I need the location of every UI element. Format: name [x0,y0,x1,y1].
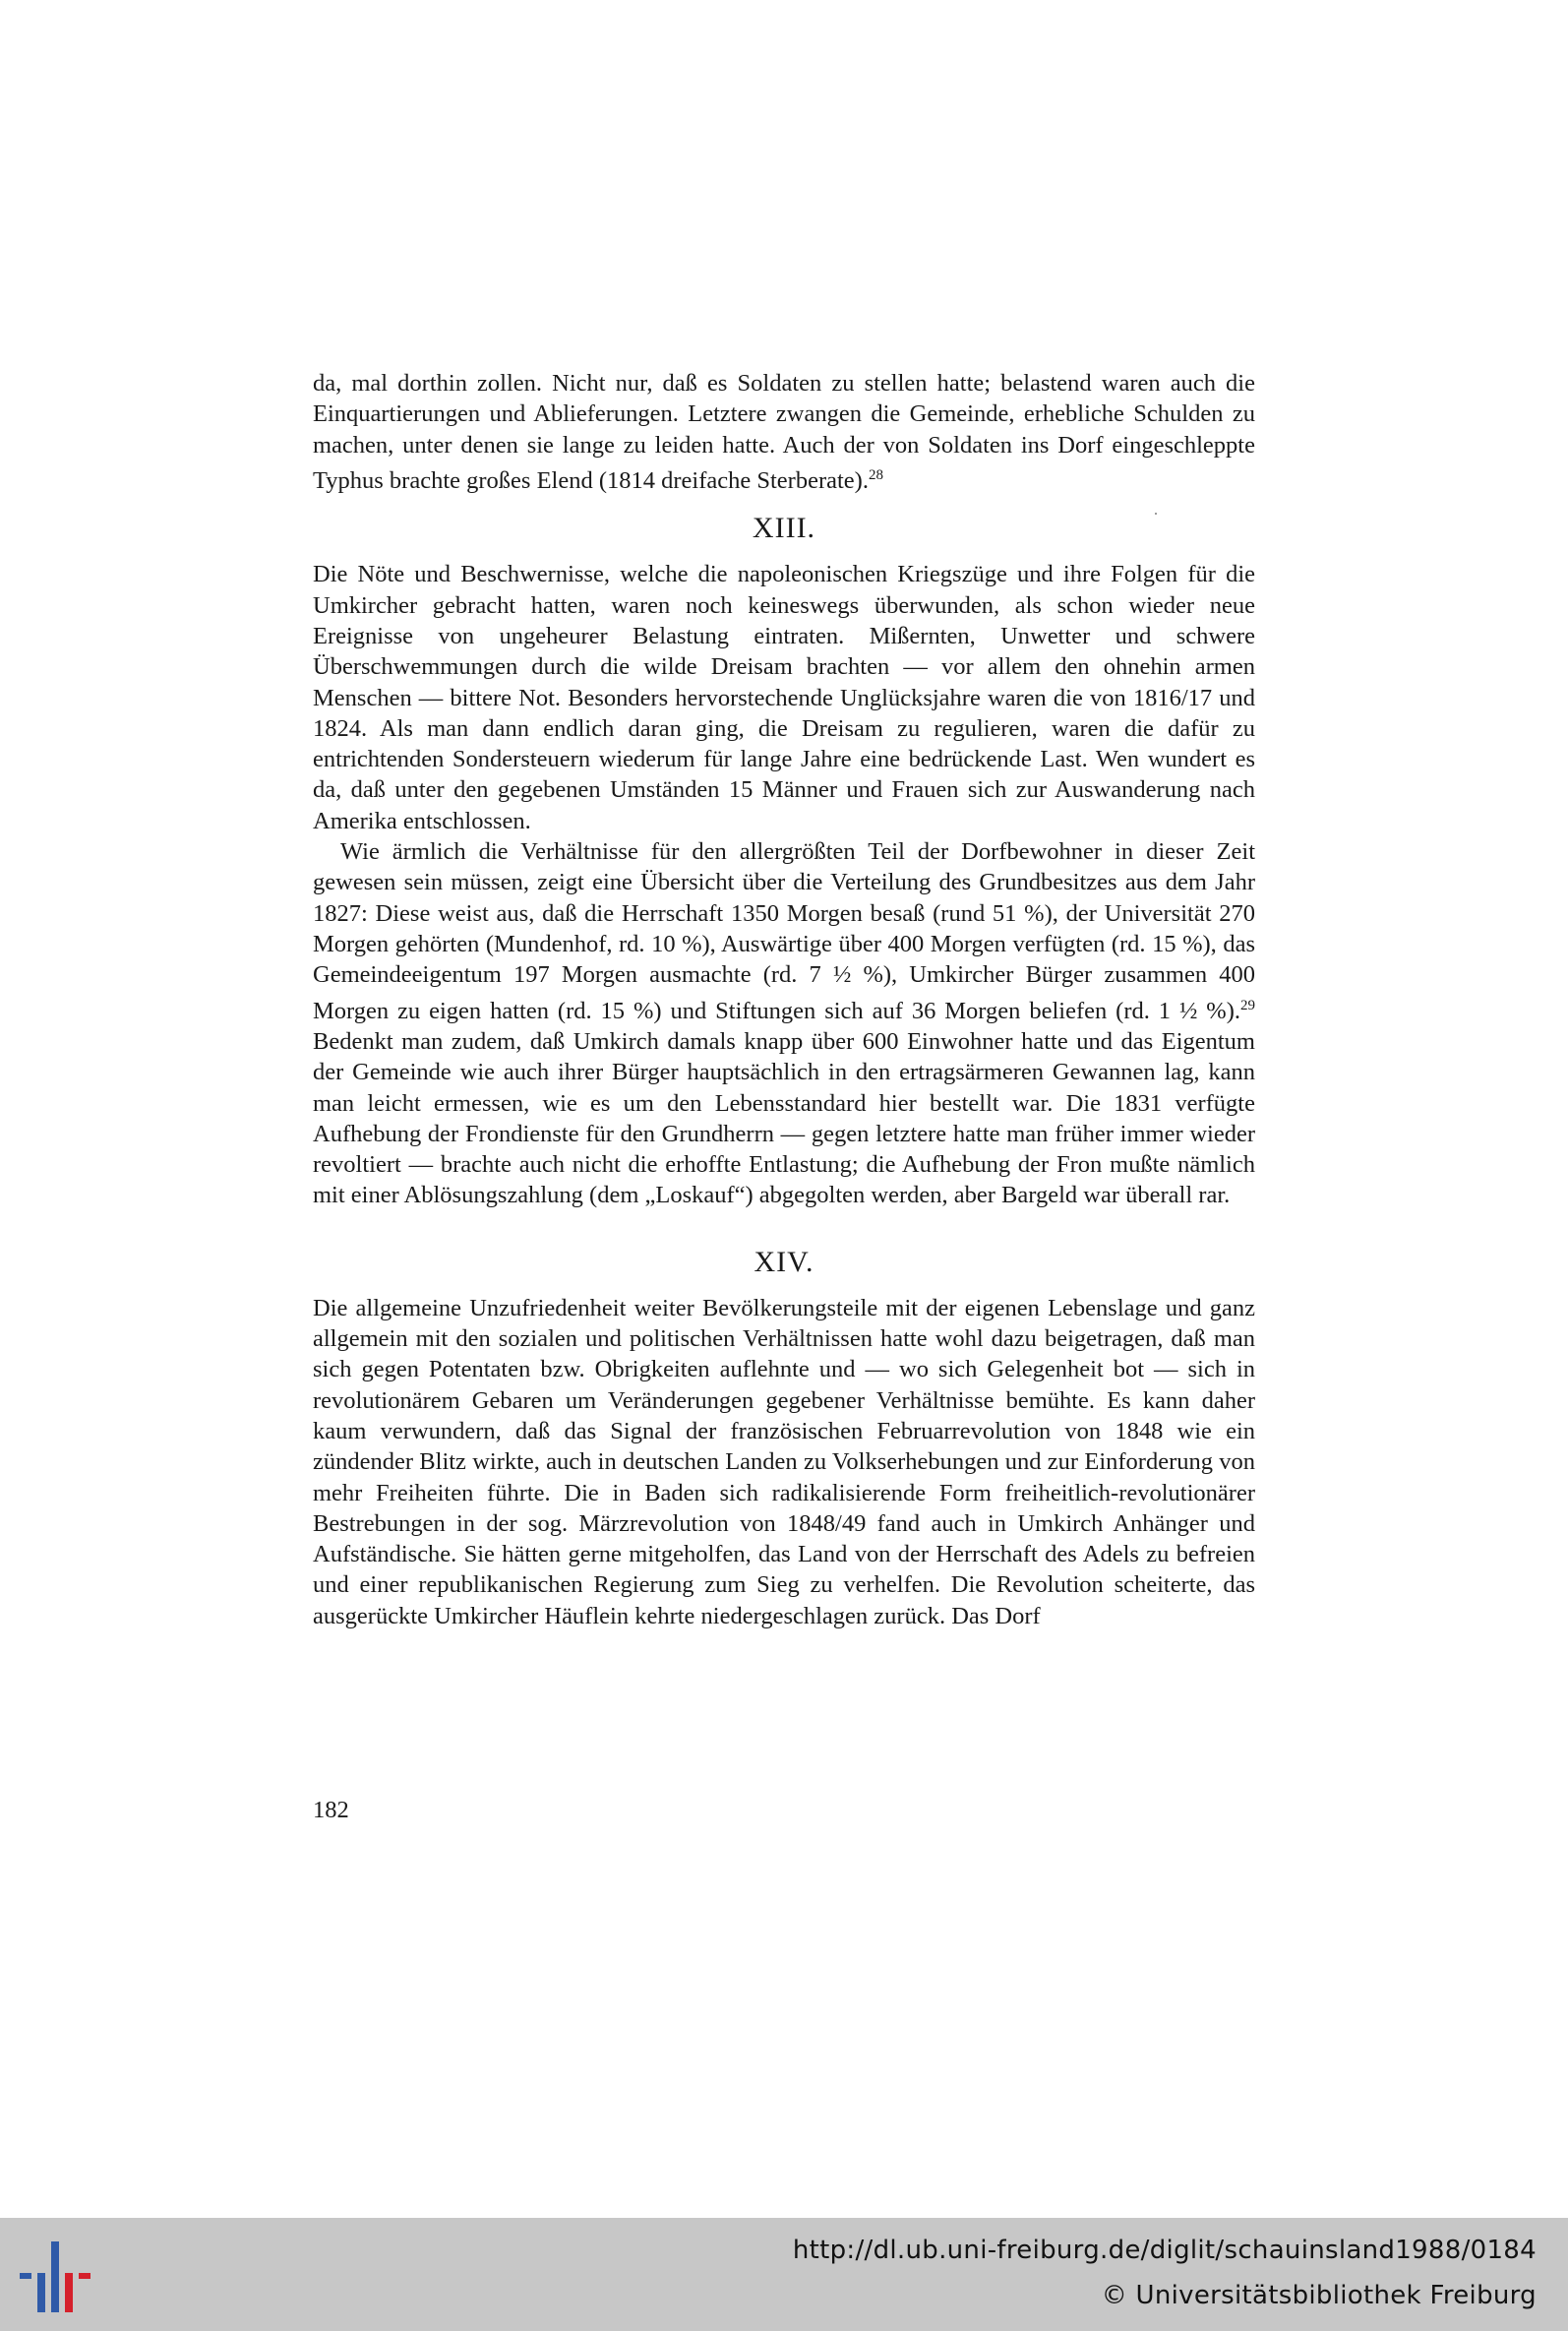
section-heading-xiv: XIV. [754,1245,814,1278]
paragraph-2: Die Nöte und Beschwernisse, welche die napoleonischen Kriegszüge und ihre Folgen für die Umkircher gebracht hatten, waren noch keineswegs überwunden, als schon wieder neue Ereignisse von ungeheurer Belastung eintraten. Mißernten, Unwetter und schwere Überschwemmungen durch die wilde Dreisam brachten — vor allem den ohnehin armen Menschen — bittere Not. Besonders hervorstechende Unglücksjahre waren die von 1816/17 und 1824. Als man dann endlich daran ging, die Dreisam zu regulieren, waren die dafür zu entrichtenden Sondersteuern wiederum für lange Jahre eine bedrückende Last. Wen wundert es da, daß unter den gegebenen Umständen 15 Männer und Frauen sich zur Auswanderung nach Amerika entschlossen. [313,561,1255,834]
footer-url-link[interactable]: http://dl.ub.uni-freiburg.de/diglit/schauinsland1988/0184 [792,2236,1537,2265]
paragraph-4: Die allgemeine Unzufriedenheit weiter Bevölkerungsteile mit der eigenen Lebenslage und ganz allgemein mit den sozialen und politischen Verhältnissen hatte wohl dazu beigetragen, daß man sich gegen Potentaten bzw. Obrigkeiten auflehnte und — wo sich Gelegenheit bot — sich in revolutionärem Gebaren um Veränderungen gegebener Verhältnisse bemühte. Es kann daher kaum verwundern, daß das Signal der französischen Februarrevolution von 1848 wie ein zündender Blitz wirkte, auch in deutschen Landen zu Volkserhebungen und zur Einforderung von mehr Freiheiten führte. Die in Baden sich radikalisierende Form freiheitlich-revolutionärer Bestrebungen in der sog. Märzrevolution von 1848/49 fand auch in Umkirch Anhänger und Aufständische. Sie hätten gerne mitgeholfen, das Land von der Herrschaft des Adels zu befreien und einer republikanischen Regierung zum Sieg zu verhelfen. Die Revolution scheiterte, das ausgerückte Umkircher Häuflein kehrte niedergeschlagen zurück. Das Dorf [313,1294,1255,1629]
section-heading-xiii: XIII. [752,512,816,545]
document-body [313,368,1255,1631]
paragraph-3b-text: Bedenkt man zudem, daß Umkirch damals knapp über 600 Einwohner hatte und das Eigentum der Gemeinde wie auch ihrer Bürger hauptsächlich in den ertragsärmeren Gewannen lag, kann man leicht ermessen, wie es um den Lebensstandard hier bestellt war. Die 1831 verfügte Aufhebung der Frondienste für den Grundherrn — gegen letztere hatte man früher immer wieder revoltiert — brachte auch nicht die erhoffte Entlastung; die Aufhebung der Fron mußte nämlich mit einer Ablösungszahlung (dem „Loskauf“) abgegolten werden, aber Bargeld war überall rar. [313,1027,1255,1209]
footnote-ref-29: 29 [1240,997,1255,1013]
paragraph-3a-text: Wie ärmlich die Verhältnisse für den allergrößten Teil der Dorfbewohner in dieser Zeit gewesen sein müssen, zeigt eine Übersicht über die Verteilung des Grundbesitzes aus dem Jahr 1827: Diese weist aus, daß die Herrschaft 1350 Morgen besaß (rund 51 %), der Universität 270 Morgen gehörten (Mundenhof, rd. 10 %), Auswärtige über 400 Morgen verfügten (rd. 15 %), das Gemeindeeigentum 197 Morgen ausmachte (rd. 7 ½ %), Umkircher Bürger zusammen 400 Morgen zu eigen hatten (rd. 15 %) und Stiftungen sich auf 36 Morgen beliefen (rd. 1 ½ %). [313,838,1255,1024]
paragraph-continuation [313,368,1255,496]
paragraph-3 [313,836,1255,1211]
ub-freiburg-logo-icon [20,2238,98,2316]
footnote-ref-28: 28 [868,466,883,483]
footer-bar [0,2218,1568,2331]
paragraph-1-text: da, mal dorthin zollen. Nicht nur, daß es Soldaten zu stellen hatte; belastend waren auch die Einquartierungen und Ablieferungen. Letztere zwangen die Gemeinde, erhebliche Schulden zu machen, unter denen sie lange zu leiden hatte. Auch der von Soldaten ins Dorf eingeschleppte Typhus brachte großes Elend (1814 dreifache Sterberate). [313,370,1255,495]
page-number: 182 [313,1797,349,1823]
footer-copyright: © Universitätsbibliothek Freiburg [1101,2281,1537,2310]
